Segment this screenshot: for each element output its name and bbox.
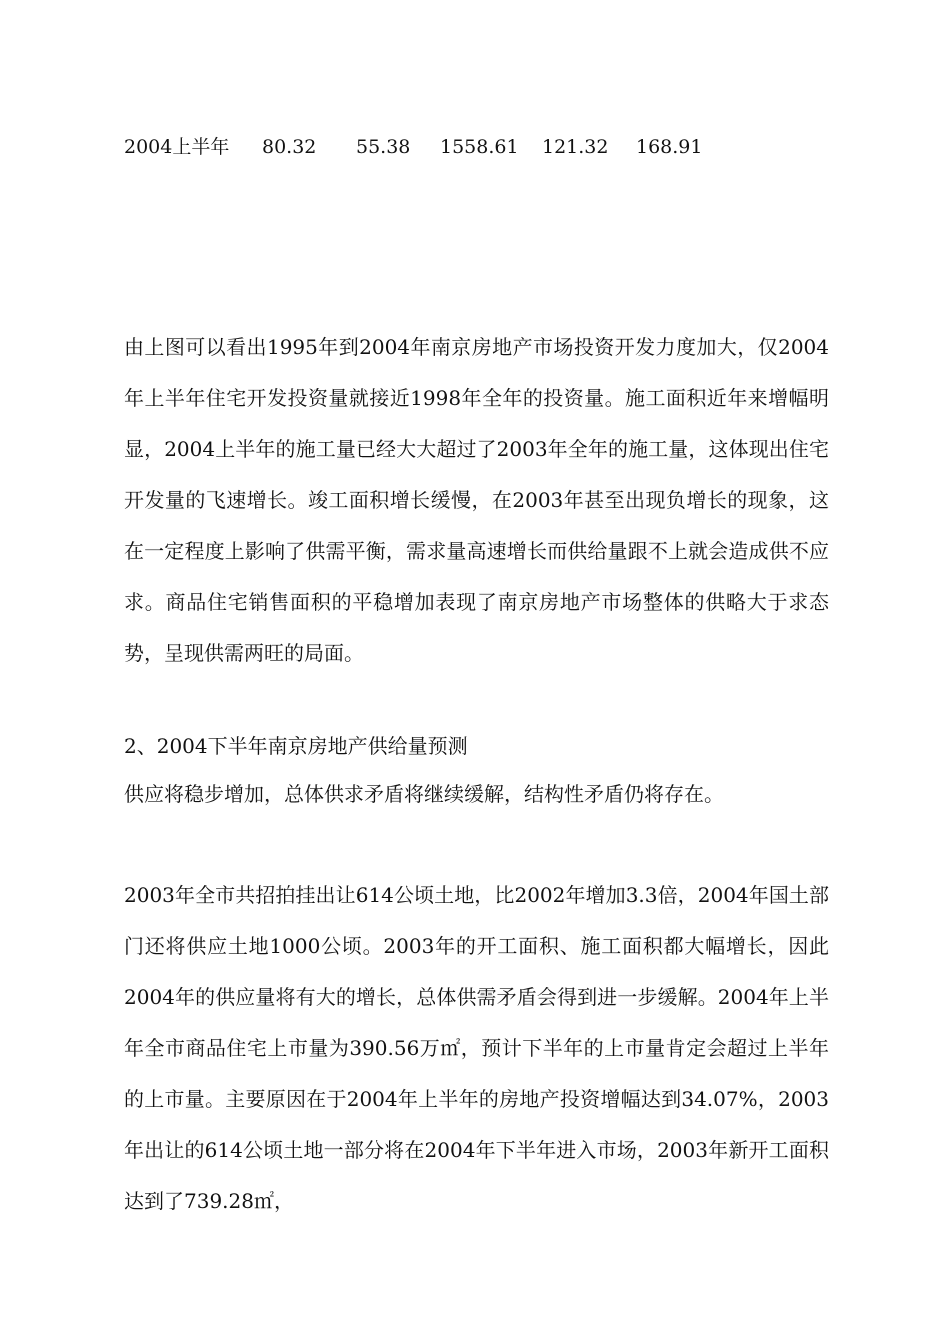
row-value: 168.91	[636, 136, 703, 158]
row-value: 55.38	[356, 136, 411, 158]
section-heading: 2、2004下半年南京房地产供给量预测	[124, 734, 468, 758]
row-value: 121.32	[542, 136, 609, 158]
row-value: 80.32	[262, 136, 317, 158]
table-row	[124, 134, 716, 160]
supply-paragraph: 2003年全市共招拍挂出让614公顷土地，比2002年增加3.3倍，2004年国土部门还将供应土地1000公顷。2003年的开工面积、施工面积都大幅增长，因此2004年的供应量将有大的增长，总体供需矛盾会得到进一步缓解。2004年上半年全市商品住宅上市量为390.56万㎡，预计下半年的上市量肯定会超过上半年的上市量。主要原因在于2004年上半年的房地产投资增幅达到34.07%，2003年出让的614公顷土地一部分将在2004年下半年进入市场，2003年新开工面积达到了739.28㎡，	[124, 883, 829, 1213]
row-value: 1558.61	[440, 136, 519, 158]
analysis-paragraph: 由上图可以看出1995年到2004年南京房地产市场投资开发力度加大，仅2004年上半年住宅开发投资量就接近1998年全年的投资量。施工面积近年来增幅明显，2004上半年的施工量已经大大超过了2003年全年的施工量，这体现出住宅开发量的飞速增长。竣工面积增长缓慢，在2003年甚至出现负增长的现象，这在一定程度上影响了供需平衡，需求量高速增长而供给量跟不上就会造成供不应求。商品住宅销售面积的平稳增加表现了南京房地产市场整体的供略大于求态势，呈现供需两旺的局面。	[124, 335, 829, 665]
row-label: 2004上半年	[124, 136, 230, 158]
summary-paragraph: 供应将稳步增加，总体供求矛盾将继续缓解，结构性矛盾仍将存在。	[124, 782, 724, 806]
